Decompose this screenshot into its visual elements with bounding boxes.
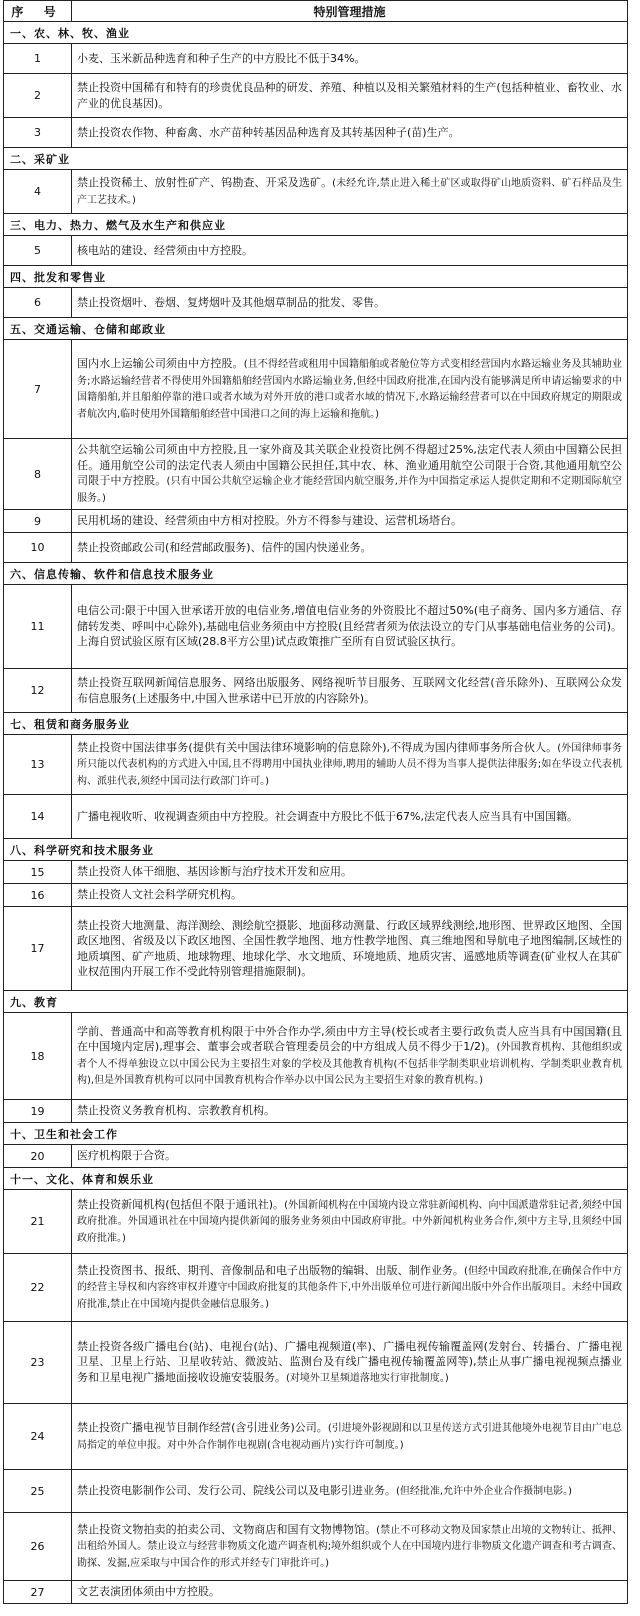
table-row (4, 585, 628, 669)
measure-text: 国内水上运输公司须由中方控股。 (77, 357, 244, 370)
section-title: 七、租赁和商务服务业 (4, 713, 628, 735)
measure-text: 小麦、玉米新品种选育和种子生产的中方股比不低于34%。 (77, 51, 366, 65)
table-row (4, 44, 628, 74)
measure-text: 禁止投资烟叶、卷烟、复烤烟叶及其他烟草制品的批发、零售。 (77, 295, 385, 309)
table-row (4, 439, 628, 510)
measure-cell (72, 510, 628, 533)
serial-number-cell: 2 (4, 74, 72, 118)
measure-text: 禁止投资新闻机构(包括但不限于通讯社)。 (77, 1197, 285, 1211)
serial-number-cell: 21 (4, 1190, 72, 1254)
measure-text: 学前、普通高中和高等教育机构限于中外合作办学,须由中方主导(校长或者主要行政负责人应当具有中国国籍(且在中国境内定居),理事会、董事会或者联合管理委员会的中方组成人员不得少于1/2)。 (77, 1024, 622, 1053)
section-title: 三、电力、热力、燃气及水生产和供应业 (4, 214, 628, 236)
section-header-row (4, 318, 628, 340)
measure-text: 禁止投资中国稀有和特有的珍贵优良品种的研发、养殖、种植以及相关繁殖材料的生产(包括种植业、畜牧业、水产业的优良基因)。 (77, 81, 622, 110)
measure-note: (禁止不可移动文物及国家禁止出境的文物转让、抵押、出租给外国人。禁止设立与经营非物质文化遗产调查机构;境外组织或个人在中国境内进行非物质文化遗产调查和考古调查、勘探、发掘,应采取与中国合作的形式并经专门审批许可。) (77, 1524, 622, 1569)
serial-number-cell: 15 (4, 861, 72, 884)
serial-number-cell: 1 (4, 44, 72, 74)
table-row (4, 1322, 628, 1404)
measure-cell (72, 533, 628, 563)
table-row (4, 1513, 628, 1581)
measure-note: (且不得经营或租用中国籍船舶或者舱位等方式变相经营国内水路运输业务及其辅助业务;水路运输经营者不得使用外国籍船舶经营国内水路运输业务,但经中国政府批准,在国内没有能够满足所申请运输要求的中国籍船舶,并且船舶停靠的港口或者水域为对外开放的港口或者水域的情况下,水路运输经营者可以在中国政府规定的期限或者航次内,临时使用外国籍船舶经营中国港口之间的海上运输和拖航。) (77, 359, 623, 420)
section-header-row (4, 713, 628, 735)
measure-text: 禁止投资文物拍卖的拍卖公司、文物商店和国有文物博物馆。 (77, 1522, 377, 1536)
section-title: 二、采矿业 (4, 148, 628, 170)
measure-text: 禁止投资各级广播电台(站)、电视台(站)、广播电视频道(率)、广播电视传输覆盖网(发射台、转播台、广播电视卫星、卫星上行站、卫星收转站、微波站、监测台及有线广播电视传输覆盖网等),禁止从事广播电视视频点播业务和卫星电视广播地面接收设施安装服务。 (77, 1339, 622, 1384)
serial-number-cell: 24 (4, 1404, 72, 1470)
measure-note: (外国新闻机构在中国境内设立常驻新闻机构、向中国派遣常驻记者,须经中国政府批准。外国通讯社在中国境内提供新闻的服务业务须由中国政府审批。中外新闻机构业务合作,须中方主导,且须经中国政府批准。) (77, 1199, 622, 1244)
measure-cell (72, 1100, 628, 1123)
measure-cell (72, 1254, 628, 1322)
measure-note: (引进境外影视剧和以卫星传送方式引进其他境外电视节目由广电总局指定的单位申报。对中外合作制作电视剧(含电视动画片)实行许可制度。) (77, 1423, 622, 1451)
measure-cell (72, 861, 628, 884)
measure-cell (72, 44, 628, 74)
serial-number-cell: 8 (4, 439, 72, 510)
serial-number-cell: 16 (4, 884, 72, 907)
table-row (4, 884, 628, 907)
section-header-row (4, 266, 628, 288)
section-title: 一、农、林、牧、渔业 (4, 22, 628, 44)
measure-text: 公共航空运输公司须由中方控股,且一家外商及其关联企业投资比例不得超过25%,法定代表人须由中国籍公民担任。通用航空公司的法定代表人须由中国籍公民担任,其中农、林、渔业通用航空公司限于合资,其他通用航空公司限于中方控股。 (77, 443, 622, 487)
measure-cell (72, 795, 628, 839)
section-header-row (4, 1168, 628, 1190)
measure-note: (但经批准,允许中外企业合作摄制电影。) (396, 1485, 572, 1497)
serial-number-cell: 12 (4, 669, 72, 713)
serial-number-cell: 7 (4, 340, 72, 439)
measure-cell (72, 884, 628, 907)
measure-cell (72, 439, 628, 510)
serial-number-cell: 19 (4, 1100, 72, 1123)
measure-note: (对境外卫星频道落地实行审批制度。) (286, 1372, 449, 1384)
measure-text: 禁止投资邮政公司(和经营邮政服务)、信件的国内快递业务。 (77, 540, 372, 554)
serial-number-cell: 22 (4, 1254, 72, 1322)
measure-note: (外国律师事务所只能以代表机构的方式进入中国,且不得聘用中国执业律师,聘用的辅助人员不得为当事人提供法律服务;如在华设立代表机构、派驻代表,须经中国司法行政部门许可。) (77, 742, 622, 787)
header-special-measures: 特别管理措施 (72, 1, 628, 22)
section-title: 十、卫生和社会工作 (4, 1123, 628, 1145)
measure-cell (72, 735, 628, 795)
table-row (4, 1145, 628, 1168)
measure-cell (72, 74, 628, 118)
table-row (4, 288, 628, 318)
table-row (4, 1190, 628, 1254)
serial-number-cell: 18 (4, 1013, 72, 1100)
measure-note: (外国教育机构、其他组织或者个人不得单独设立以中国公民为主要招生对象的学校及其他教育机构(不包括非学制类职业培训机构、学制类职业教育机构),但是外国教育机构可以同中国教育机构合作举办以中国公民为主要招生对象的教育机构。) (77, 1042, 622, 1086)
table-row (4, 118, 628, 148)
section-title: 五、交通运输、仓储和邮政业 (4, 318, 628, 340)
section-title: 六、信息传输、软件和信息技术服务业 (4, 563, 628, 585)
table-row (4, 340, 628, 439)
serial-number-cell: 6 (4, 288, 72, 318)
measure-text: 禁止投资电影制作公司、发行公司、院线公司以及电影引进业务。 (77, 1483, 396, 1497)
measure-text: 禁止投资互联网新闻信息服务、网络出版服务、网络视听节目服务、互联网文化经营(音乐除外)、互联网公众发布信息服务(上述服务中,中国入世承诺中已开放的内容除外)。 (77, 676, 622, 705)
section-header-row (4, 1123, 628, 1145)
table-row (4, 236, 628, 266)
section-title: 九、教育 (4, 991, 628, 1013)
serial-number-cell: 11 (4, 585, 72, 669)
serial-number-cell: 5 (4, 236, 72, 266)
table-row (4, 170, 628, 214)
measure-cell (72, 236, 628, 266)
serial-number-cell: 9 (4, 510, 72, 533)
serial-number-cell: 26 (4, 1513, 72, 1581)
measure-text: 文艺表演团体须由中方控股。 (77, 1585, 220, 1599)
measure-cell (72, 1404, 628, 1470)
table-row (4, 533, 628, 563)
measure-text: 电信公司:限于中国入世承诺开放的电信业务,增值电信业务的外资股比不超过50%(电子商务、国内多方通信、存储转发类、呼叫中心除外),基础电信业务须由中方控股(且经营者须为依法设立的专门从事基础电信业务的公司)。上海自贸试验区原有区域(28.8平方公里)试点政策推广至所有自贸试验区执行。 (77, 604, 622, 649)
section-title: 八、科学研究和技术服务业 (4, 839, 628, 861)
serial-number-cell: 4 (4, 170, 72, 214)
measure-cell (72, 288, 628, 318)
measure-text: 禁止投资人体干细胞、基因诊断与治疗技术开发和应用。 (77, 865, 352, 879)
table-row (4, 795, 628, 839)
measure-note: (只有中国公共航空运输企业才能经营国内航空服务,并作为中国指定承运人提供定期和不定期国际航空服务。) (77, 476, 622, 504)
measure-text: 禁止投资大地测量、海洋测绘、测绘航空摄影、地面移动测量、行政区域界线测绘,地形图、世界政区地图、全国政区地图、省级及以下政区地图、全国性教学地图、地方性教学地图、真三维地图和导航电子地图编制,区域性的地质填图、矿产地质、地球物理、地球化学、水文地质、环境地质、地质灾害、遥感地质等调查(矿业权人在其矿业权范围内开展工作不受此特别管理措施限制)。 (77, 918, 622, 978)
measure-text: 核电站的建设、经营须由中方控股。 (77, 243, 253, 257)
measure-text: 禁止投资广播电视节目制作经营(含引进业务)公司。 (77, 1421, 328, 1434)
measure-note: (但经中国政府批准,在确保合作中方的经营主导权和内容终审权并遵守中国政府批复的其他条件下,中外出版单位可进行新闻出版中外合作出版项目。未经中国政府批准,禁止在中国境内提供金融信息服务。) (77, 1265, 622, 1310)
measure-text: 禁止投资农作物、种畜禽、水产苗种转基因品种选育及其转基因种子(苗)生产。 (77, 125, 460, 139)
section-header-row (4, 563, 628, 585)
measure-cell (72, 170, 628, 214)
serial-number-cell: 25 (4, 1470, 72, 1513)
serial-number-cell: 14 (4, 795, 72, 839)
section-header-row (4, 991, 628, 1013)
measure-text: 禁止投资人文社会科学研究机构。 (77, 888, 242, 902)
table-row (4, 74, 628, 118)
table-row (4, 1254, 628, 1322)
measure-cell (72, 1013, 628, 1100)
measure-cell (72, 1322, 628, 1404)
measure-cell (72, 340, 628, 439)
measure-cell (72, 1513, 628, 1581)
measure-cell (72, 1145, 628, 1168)
measure-cell (72, 1470, 628, 1513)
table-row (4, 1470, 628, 1513)
table-row (4, 735, 628, 795)
section-header-row (4, 839, 628, 861)
serial-number-cell: 10 (4, 533, 72, 563)
measure-note: (未经允许,禁止进入稀土矿区或取得矿山地质资料、矿石样品及生产工艺技术。) (77, 178, 622, 206)
measure-text: 禁止投资义务教育机构、宗教教育机构。 (77, 1104, 275, 1118)
serial-number-cell: 17 (4, 907, 72, 991)
measure-cell (72, 1581, 628, 1604)
table-header-row (4, 1, 628, 22)
measure-cell (72, 118, 628, 148)
measure-cell (72, 585, 628, 669)
table-row (4, 1581, 628, 1604)
section-header-row (4, 22, 628, 44)
section-title: 四、批发和零售业 (4, 266, 628, 288)
measure-cell (72, 1190, 628, 1254)
table-row (4, 1013, 628, 1100)
measure-cell (72, 669, 628, 713)
serial-number-cell: 13 (4, 735, 72, 795)
table-row (4, 907, 628, 991)
serial-number-cell: 3 (4, 118, 72, 148)
special-measures-table (3, 0, 628, 1604)
measure-text: 民用机场的建设、经营须由中方相对控股。外方不得参与建设、运营机场塔台。 (77, 514, 462, 528)
measure-text: 禁止投资稀土、放射性矿产、钨勘查、开采及选矿。 (77, 176, 333, 189)
measure-text: 禁止投资中国法律事务(提供有关中国法律环境影响的信息除外),不得成为国内律师事务所合伙人。 (77, 740, 558, 754)
table-body (4, 22, 628, 1604)
section-header-row (4, 214, 628, 236)
header-serial-number: 序 号 (4, 1, 72, 22)
measure-text: 禁止投资图书、报纸、期刊、音像制品和电子出版物的编辑、出版、制作业务。 (77, 1263, 464, 1277)
serial-number-cell: 20 (4, 1145, 72, 1168)
section-title: 十一、文化、体育和娱乐业 (4, 1168, 628, 1190)
serial-number-cell: 23 (4, 1322, 72, 1404)
section-header-row (4, 148, 628, 170)
table-row (4, 510, 628, 533)
measure-text: 医疗机构限于合资。 (77, 1149, 176, 1163)
serial-number-cell: 27 (4, 1581, 72, 1604)
table-row (4, 1404, 628, 1470)
table-row (4, 1100, 628, 1123)
measure-text: 广播电视收听、收视调查须由中方控股。社会调查中方股比不低于67%,法定代表人应当具有中国国籍。 (77, 809, 578, 823)
table-row (4, 669, 628, 713)
measure-cell (72, 907, 628, 991)
table-row (4, 861, 628, 884)
